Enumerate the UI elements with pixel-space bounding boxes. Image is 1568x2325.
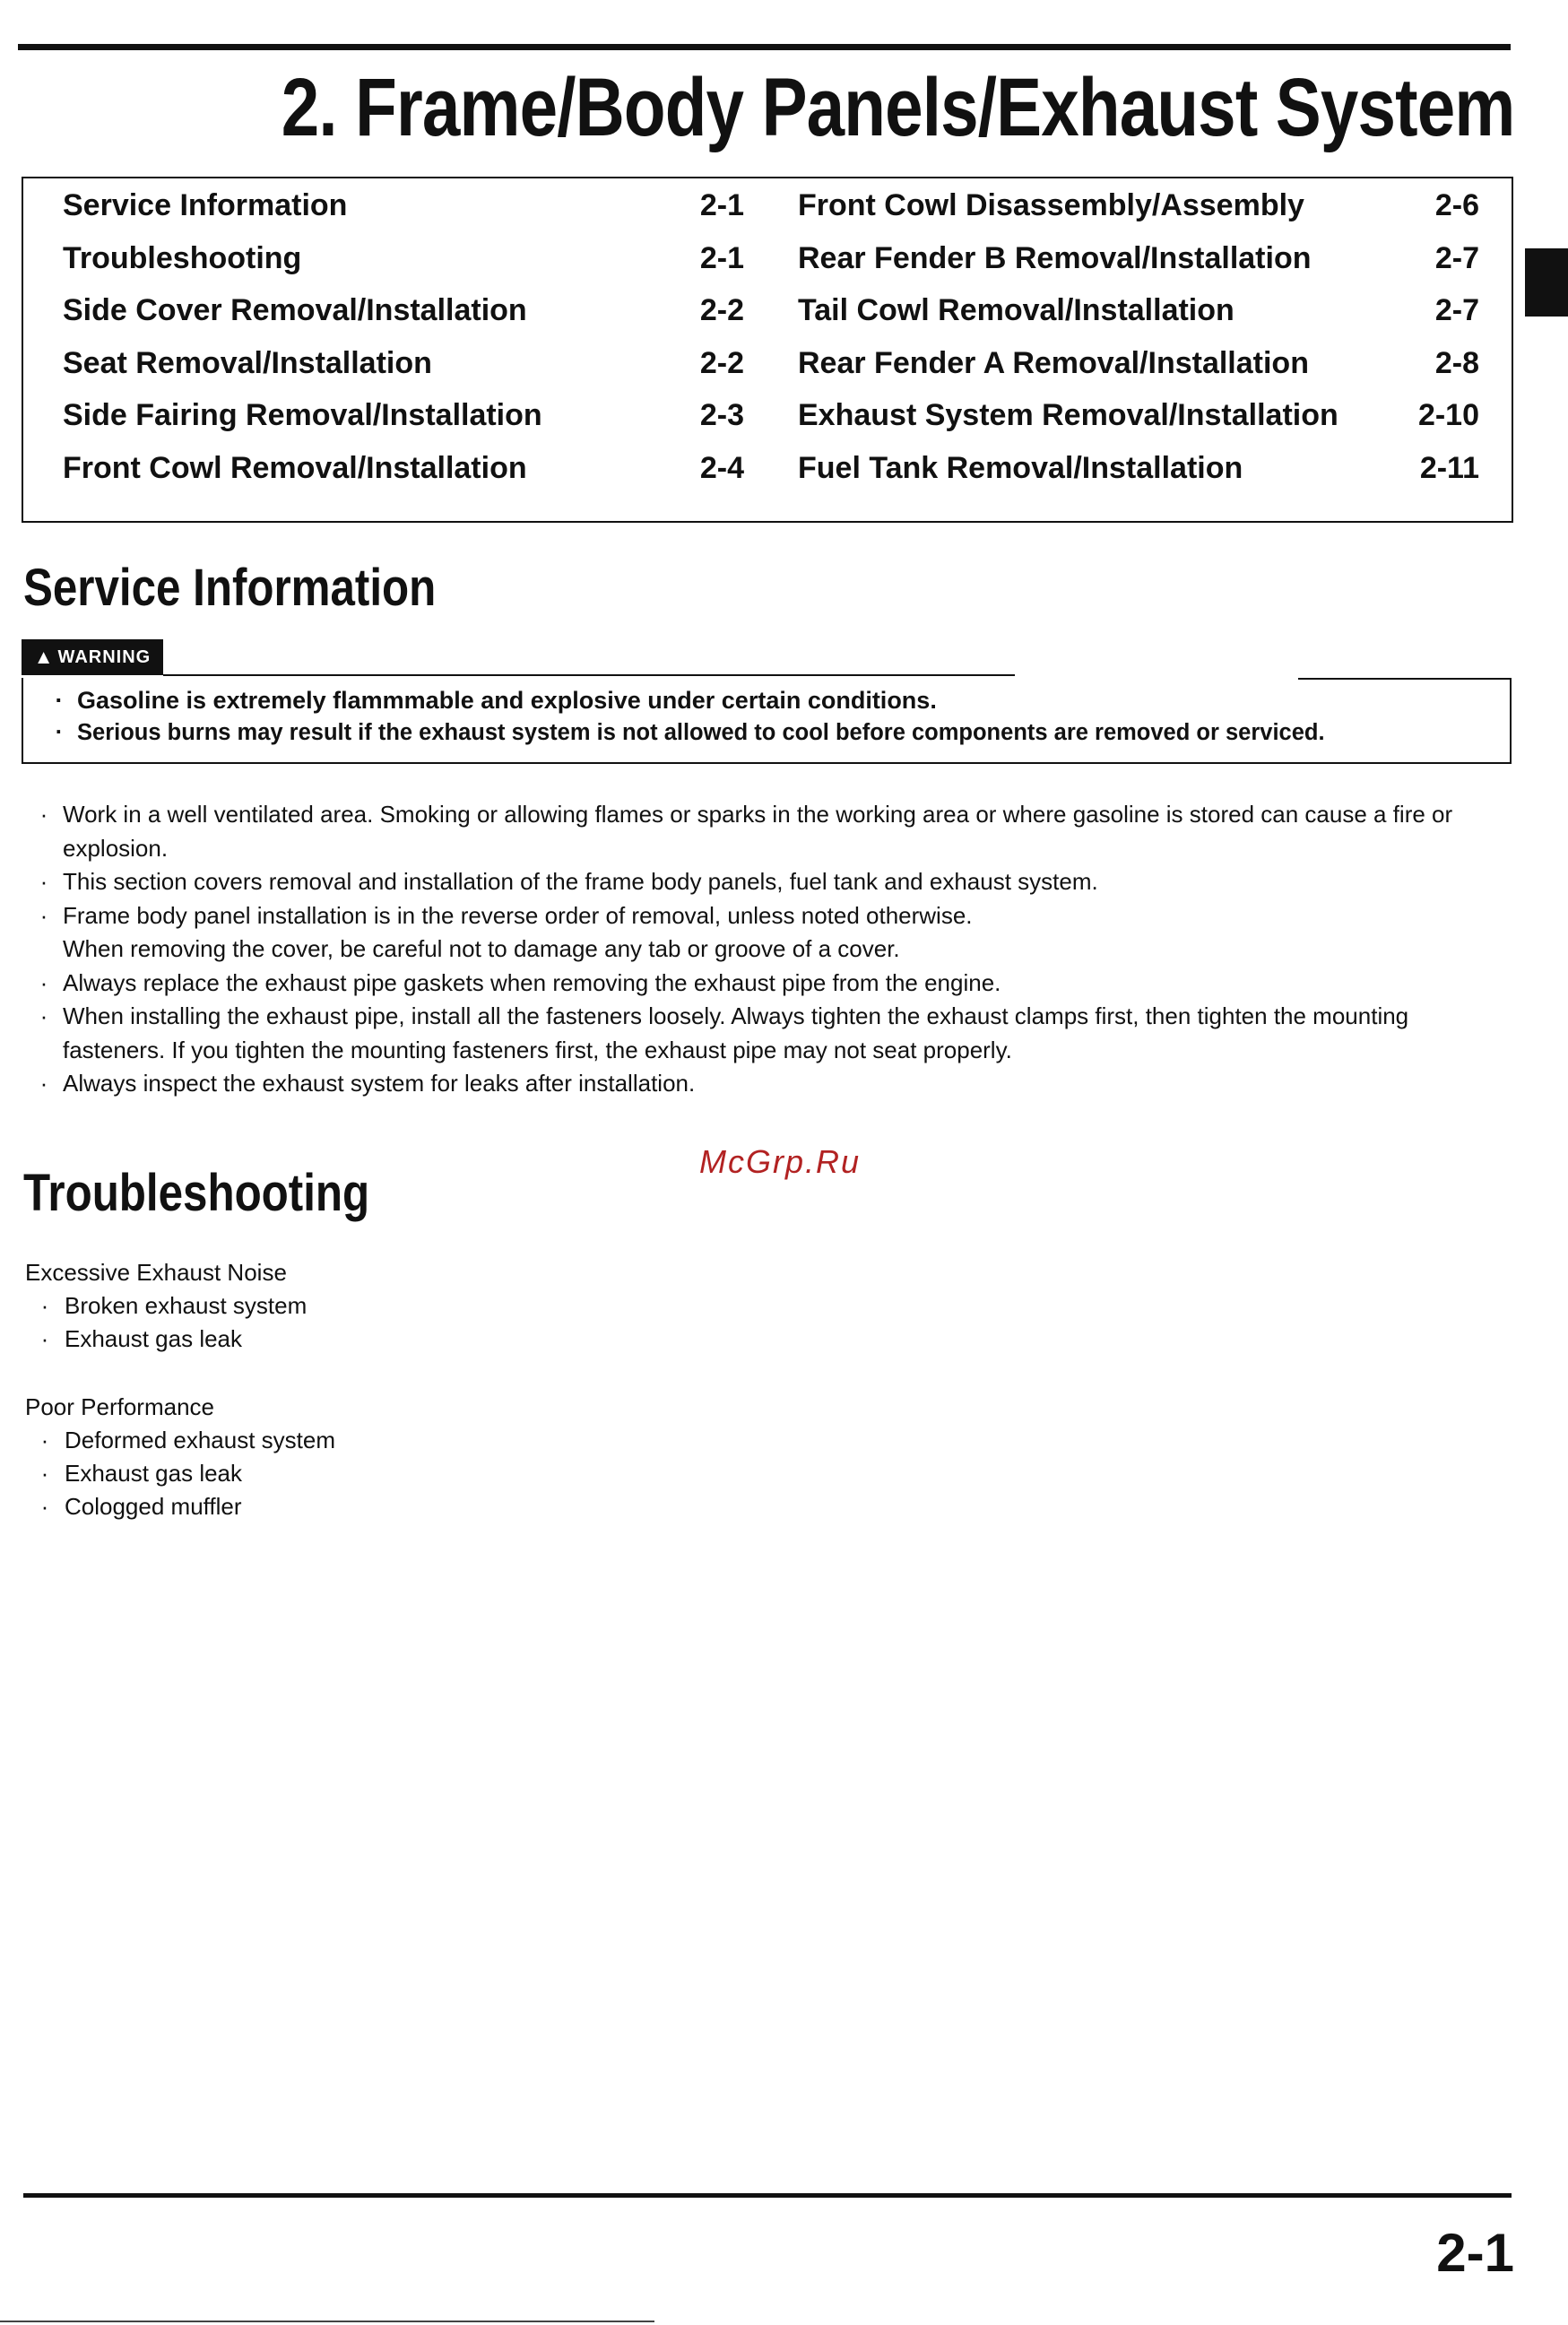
toc-entry[interactable]: Exhaust System Removal/Installation 2-10 [798, 398, 1479, 433]
list-item-continuation: When removing the cover, be careful not to damage any tab or groove of a cover. [63, 935, 900, 962]
list-item: · Always replace the exhaust pipe gaskets when removing the exhaust pipe from the engine. [39, 968, 1001, 996]
warning-triangle-icon: ▲ [33, 646, 55, 668]
toc-entry[interactable]: Troubleshooting 2-1 [63, 240, 744, 275]
footer-rule [0, 2321, 654, 2322]
list-item: · Deformed exhaust system [40, 1427, 336, 1453]
symptom-title: Poor Performance [25, 1393, 214, 1420]
list-item: · This section covers removal and installation of the frame body panels, fuel tank and exhaust system. [39, 868, 1098, 895]
list-item: · Cologged muffler [40, 1493, 242, 1520]
toc-left-column [63, 188, 744, 504]
list-item: · Work in a well ventilated area. Smoking or allowing flames or sparks in the working area or where gasoline is stored can cause a fire or explosion. [39, 801, 1453, 862]
service-information-heading: Service Information [23, 559, 437, 617]
list-item: · Always inspect the exhaust system for leaks after installation. [39, 1070, 696, 1097]
page-number: 2-1 [1436, 2223, 1514, 2283]
toc-entry[interactable]: Rear Fender A Removal/Installation 2-8 [798, 345, 1479, 380]
toc-entry[interactable]: Side Cover Removal/Installation 2-2 [63, 293, 744, 328]
symptom-title: Excessive Exhaust Noise [25, 1259, 287, 1286]
service-notes-list [25, 798, 1513, 1101]
toc-entry[interactable]: Rear Fender B Removal/Installation 2-7 [798, 240, 1479, 275]
list-item: · Exhaust gas leak [40, 1325, 243, 1352]
toc-right-column [798, 188, 1479, 504]
list-item: · When installing the exhaust pipe, install all the fasteners loosely. Always tighten the exhaust clamps first, then tighten the mounting fasteners. If you tighten the mounting fasteners first, the exhaust pipe may not seat properly. [39, 1002, 1409, 1063]
toc-entry[interactable]: Fuel Tank Removal/Installation 2-11 [798, 450, 1479, 485]
warning-badge [22, 639, 163, 675]
bottom-rule [23, 2193, 1512, 2198]
warning-box-top-rule [163, 674, 1015, 676]
toc-entry[interactable]: Service Information 2-1 [63, 188, 744, 222]
list-item: · Frame body panel installation is in the reverse order of removal, unless noted otherwise. [39, 901, 973, 929]
warning-item: · Gasoline is extremely flammmable and explosive under certain conditions. [55, 687, 937, 714]
warning-item: · Serious burns may result if the exhaust system is not allowed to cool before components are removed or serviced. [55, 720, 1325, 745]
toc-entry[interactable]: Front Cowl Removal/Installation 2-4 [63, 450, 744, 485]
list-item: · Broken exhaust system [40, 1292, 308, 1319]
watermark: McGrp.Ru [699, 1143, 862, 1180]
warning-label: WARNING [57, 646, 152, 667]
top-rule [18, 44, 1511, 50]
chapter-title: 2. Frame/Body Panels/Exhaust System [281, 62, 1514, 153]
toc-entry[interactable]: Front Cowl Disassembly/Assembly 2-6 [798, 188, 1479, 222]
list-item: · Exhaust gas leak [40, 1460, 243, 1487]
troubleshooting-group [25, 1256, 307, 1356]
troubleshooting-heading: Troubleshooting [23, 1164, 370, 1222]
toc-entry[interactable]: Side Fairing Removal/Installation 2-3 [63, 398, 744, 433]
chapter-tab-marker [1525, 248, 1568, 317]
toc-entry[interactable]: Tail Cowl Removal/Installation 2-7 [798, 293, 1479, 328]
troubleshooting-group [25, 1391, 335, 1523]
toc-entry[interactable]: Seat Removal/Installation 2-2 [63, 345, 744, 380]
